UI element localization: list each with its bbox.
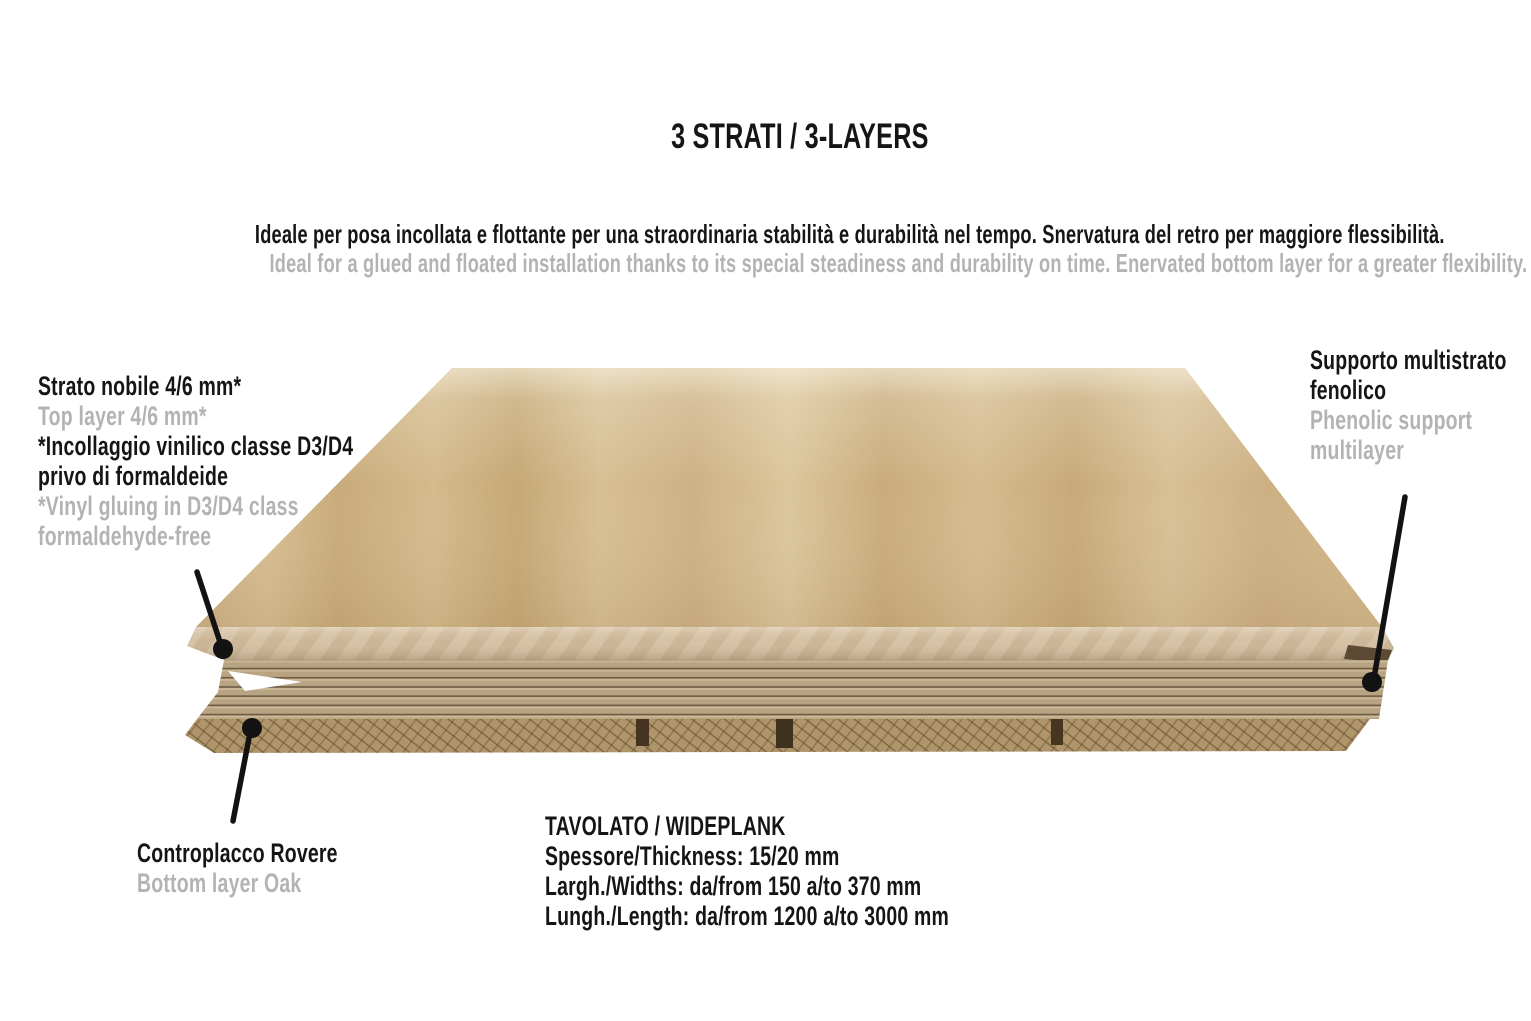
plank-top-layer-edge [187, 627, 1394, 663]
spec-line-thickness: Spessore/Thickness: 15/20 mm [545, 841, 840, 871]
callout-line: privo di formaldeide [38, 461, 229, 491]
enervation-groove [776, 719, 793, 748]
intro-line-italian: Ideale per posa incollata e flottante per una straordinaria stabilità e durabilità nel tempo. Snervatura del retro per maggiore flessibilità. [254, 219, 1445, 249]
callout-top-layer [38, 371, 476, 551]
plank-multilayer-core [197, 660, 1388, 719]
callout-support [1310, 345, 1531, 465]
callout-line: formaldehyde-free [38, 521, 212, 551]
callout-line: Top layer 4/6 mm* [38, 401, 207, 431]
spec-block [545, 811, 1106, 931]
callout-line: multilayer [1310, 435, 1405, 465]
page-title-text: 3 STRATI / 3-LAYERS [670, 117, 929, 156]
leader-dot-bottom-layer [242, 718, 262, 738]
enervation-groove [1051, 719, 1063, 745]
spec-line-width: Largh./Widths: da/from 150 a/to 370 mm [545, 871, 922, 901]
leader-dot-support [1362, 672, 1382, 692]
plank-bottom-layer [185, 719, 1370, 753]
callout-line: fenolico [1310, 375, 1387, 405]
leader-dot-top-layer [213, 639, 233, 659]
intro-line-english: Ideal for a glued and floated installation thanks to its special steadiness and durability on time. Enervated bottom layer for a greater flexibility. [269, 248, 1528, 278]
callout-line: Controplacco Rovere [137, 838, 338, 868]
enervation-groove [636, 719, 649, 746]
callout-line: *Vinyl gluing in D3/D4 class [38, 491, 299, 521]
callout-line: Supporto multistrato [1310, 345, 1507, 375]
spec-line-title: TAVOLATO / WIDEPLANK [545, 811, 786, 841]
spec-line-length: Lungh./Length: da/from 1200 a/to 3000 mm [545, 901, 949, 931]
callout-line: *Incollaggio vinilico classe D3/D4 [38, 431, 354, 461]
callout-line: Strato nobile 4/6 mm* [38, 371, 242, 401]
intro-text [0, 220, 1531, 278]
callout-bottom-layer [137, 838, 416, 898]
callout-line: Bottom layer Oak [137, 868, 302, 898]
page-title [0, 118, 1531, 156]
callout-line: Phenolic support [1310, 405, 1473, 435]
